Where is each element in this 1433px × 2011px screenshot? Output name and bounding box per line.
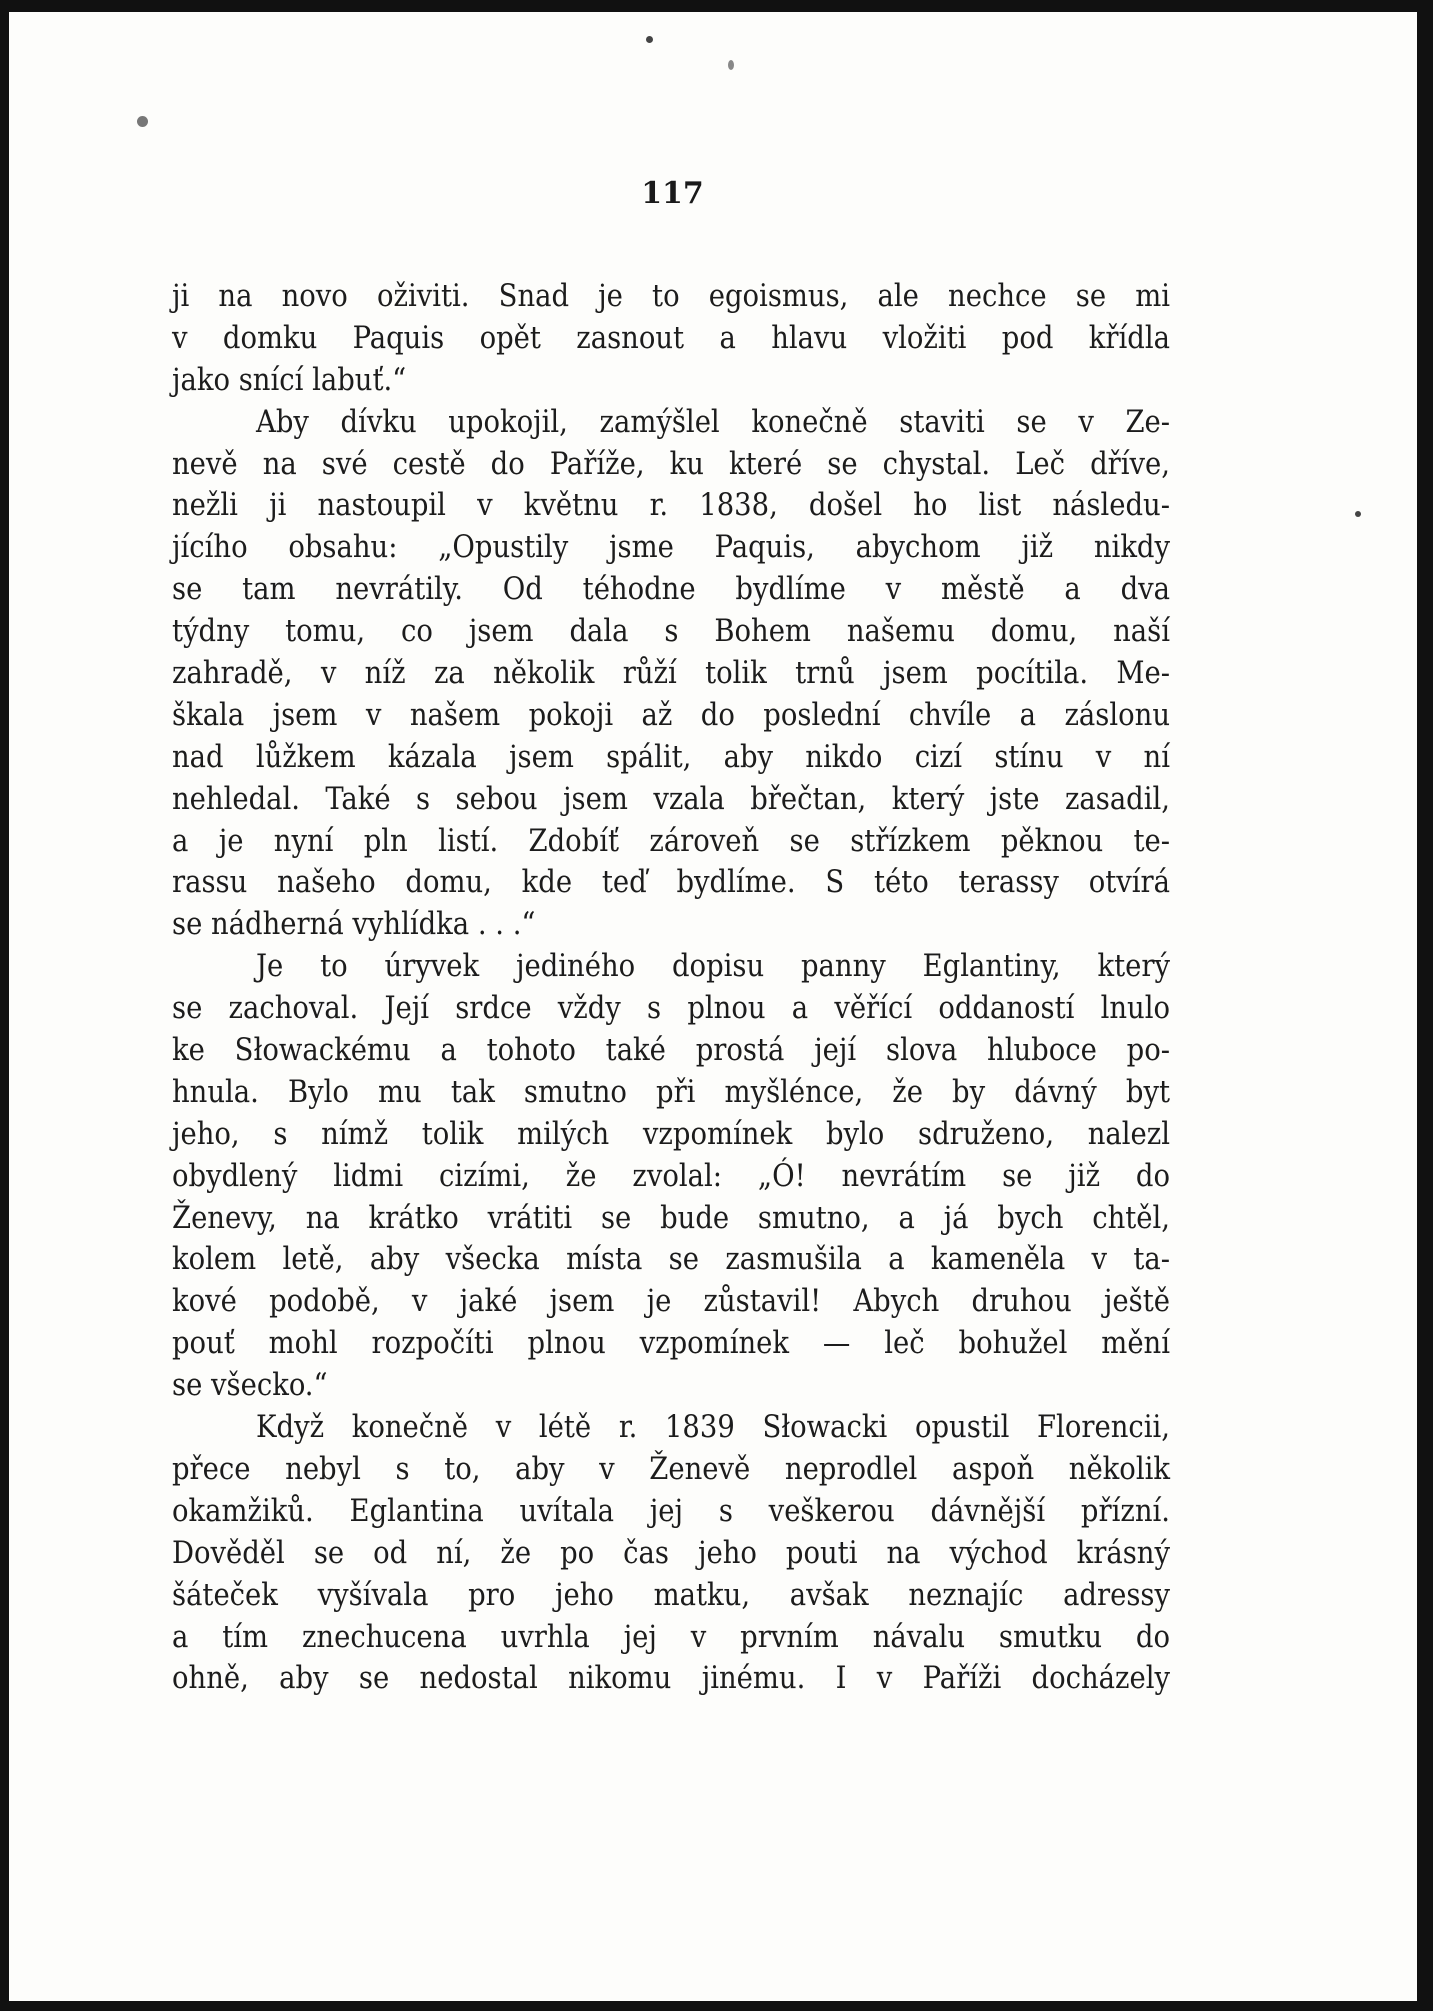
text-line: škala jsem v našem pokoji až do poslední chvíle a záslonu [172, 697, 1170, 733]
text-line: týdny tomu, co jsem dala s Bohem našemu domu, naší [172, 614, 1170, 650]
scan-border-top [0, 0, 1433, 12]
text-line: nežli ji nastoupil v květnu r. 1838, došel ho list následu- [172, 488, 1170, 524]
scan-speck [646, 36, 653, 43]
text-line: jeho, s nímž tolik milých vzpomínek bylo sdruženo, nalezl [172, 1116, 1170, 1152]
text-line: nevě na své cestě do Paříže, ku které se chystal. Leč dříve, [172, 446, 1170, 482]
text-line: šáteček vyšívala pro jeho matku, avšak neznajíc adressy [172, 1577, 1170, 1613]
text-line: ji na novo oživiti. Snad je to egoismus, ale nechce se mi [172, 279, 1170, 314]
text-line: obydlený lidmi cizími, že zvolal: „Ó! nevrátím se již do [172, 1158, 1170, 1194]
text-line: Je to úryvek jediného dopisu panny Eglantiny, který [256, 949, 1170, 985]
text-line: okamžiků. Eglantina uvítala jej s veškerou dávnější přízní. [172, 1493, 1170, 1529]
text-line: a je nyní pln listí. Zdobíť zároveň se střízkem pěknou te- [172, 823, 1170, 859]
text-line: kolem letě, aby všecka místa se zasmušila a kameněla v ta- [172, 1242, 1170, 1278]
text-line: pouť mohl rozpočíti plnou vzpomínek — leč bohužel mění [172, 1326, 1170, 1362]
text-line: se tam nevrátily. Od téhodne bydlíme v městě a dva [172, 572, 1170, 608]
text-line: zahradě, v níž za několik růží tolik trnů jsem pocítila. Me- [172, 656, 1170, 692]
text-line: a tím znechucena uvrhla jej v prvním návalu smutku do [172, 1619, 1170, 1655]
scan-border-bottom [0, 2001, 1433, 2011]
text-line: Ženevy, na krátko vrátiti se bude smutno, a já bych chtěl, [172, 1200, 1170, 1236]
text-line: jako snící labuť.“ [172, 362, 407, 398]
page-number: 117 [641, 176, 704, 211]
text-line: nad lůžkem kázala jsem spálit, aby nikdo cizí stínu v ní [172, 739, 1170, 775]
scan-speck [728, 60, 734, 70]
body-text [172, 276, 1170, 1700]
text-line: kové podobě, v jaké jsem je zůstavil! Abych druhou ještě [172, 1284, 1170, 1320]
text-line: Když konečně v létě r. 1839 Słowacki opustil Florencii, [256, 1410, 1170, 1446]
text-line: Aby dívku upokojil, zamýšlel konečně staviti se v Ze- [256, 404, 1170, 440]
scan-speck [137, 116, 148, 127]
text-line: Dověděl se od ní, že po čas jeho pouti na východ krásný [172, 1535, 1170, 1571]
text-line: se všecko.“ [172, 1368, 328, 1404]
scan-border-right [1417, 0, 1433, 2011]
text-line: se nádherná vyhlídka . . .“ [172, 907, 536, 943]
text-line: nehledal. Také s sebou jsem vzala břečtan, který jste zasadil, [172, 781, 1170, 817]
scan-border-left [0, 0, 9, 2011]
scan-speck [1355, 511, 1361, 517]
text-line: ke Słowackému a tohoto také prostá její slova hluboce po- [172, 1033, 1170, 1069]
text-line: ohně, aby se nedostal nikomu jinému. I v Paříži docházely [172, 1661, 1170, 1697]
text-line: rassu našeho domu, kde teď bydlíme. S této terassy otvírá [172, 865, 1170, 901]
text-line: se zachoval. Její srdce vždy s plnou a věřící oddaností lnulo [172, 991, 1170, 1027]
text-line: v domku Paquis opět zasnout a hlavu vložiti pod křídla [172, 320, 1170, 356]
text-line: hnula. Bylo mu tak smutno při myšlénce, že by dávný byt [172, 1074, 1170, 1110]
text-line: jícího obsahu: „Opustily jsme Paquis, abychom již nikdy [172, 530, 1170, 566]
text-line: přece nebyl s to, aby v Ženevě neprodlel aspoň několik [172, 1451, 1170, 1487]
